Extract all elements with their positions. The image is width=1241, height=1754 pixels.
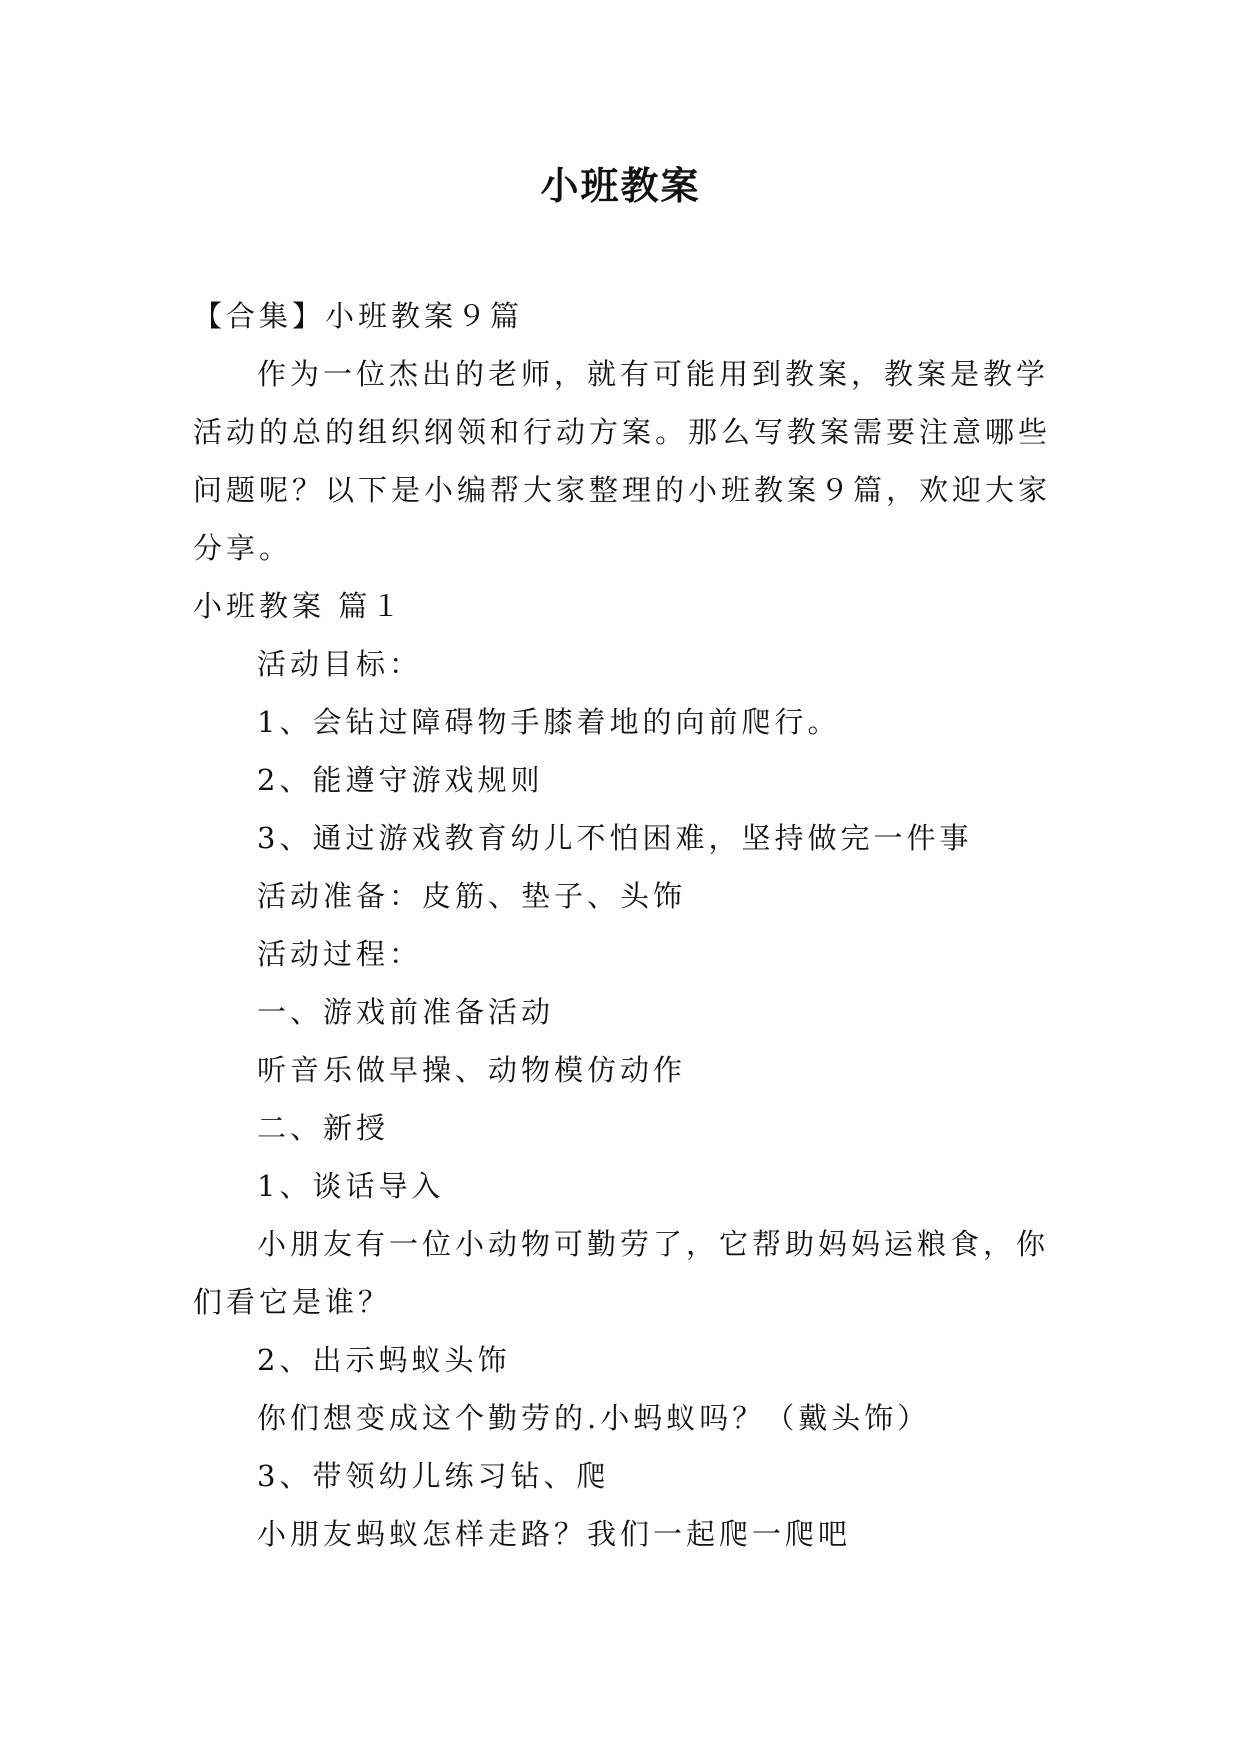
body-line: 一、游戏前准备活动: [257, 995, 555, 1029]
body-line: 活动目标：: [257, 647, 423, 681]
body-line: 活动过程：: [257, 937, 423, 971]
body-line: 听音乐做早操、动物模仿动作: [257, 1053, 687, 1087]
body-paragraph: 小朋友有一位小动物可勤劳了，它帮助妈妈运粮食，你们看它是谁？: [193, 1227, 1050, 1319]
body-line: 二、新授: [257, 1111, 390, 1145]
body-line: 小朋友蚂蚁怎样走路？我们一起爬一爬吧: [257, 1517, 852, 1551]
section-heading: 小班教案 篇１: [193, 589, 405, 623]
intro-paragraph: 作为一位杰出的老师，就有可能用到教案，教案是教学活动的总的组织纲领和行动方案。那么写教案需要注意哪些问题呢？以下是小编帮大家整理的小班教案９篇，欢迎大家分享。: [193, 357, 1052, 565]
body-line: 活动准备：皮筋、垫子、头饰: [257, 879, 687, 913]
body-line: 1、谈话导入: [257, 1169, 445, 1203]
document-title: 小班教案: [540, 163, 701, 208]
body-line: 3、带领幼儿练习钻、爬: [257, 1459, 610, 1493]
collection-heading: 【合集】小班教案９篇: [193, 299, 524, 333]
body-line: 2、能遵守游戏规则: [257, 763, 544, 797]
body-line: 你们想变成这个勤劳的.小蚂蚁吗？（戴头饰）: [257, 1401, 931, 1435]
body-line: 1、会钻过障碍物手膝着地的向前爬行。: [257, 705, 841, 739]
body-line: 2、出示蚂蚁头饰: [257, 1343, 511, 1377]
body-line: 3、通过游戏教育幼儿不怕困难，坚持做完一件事: [257, 821, 973, 855]
document-body: [193, 287, 1053, 1563]
